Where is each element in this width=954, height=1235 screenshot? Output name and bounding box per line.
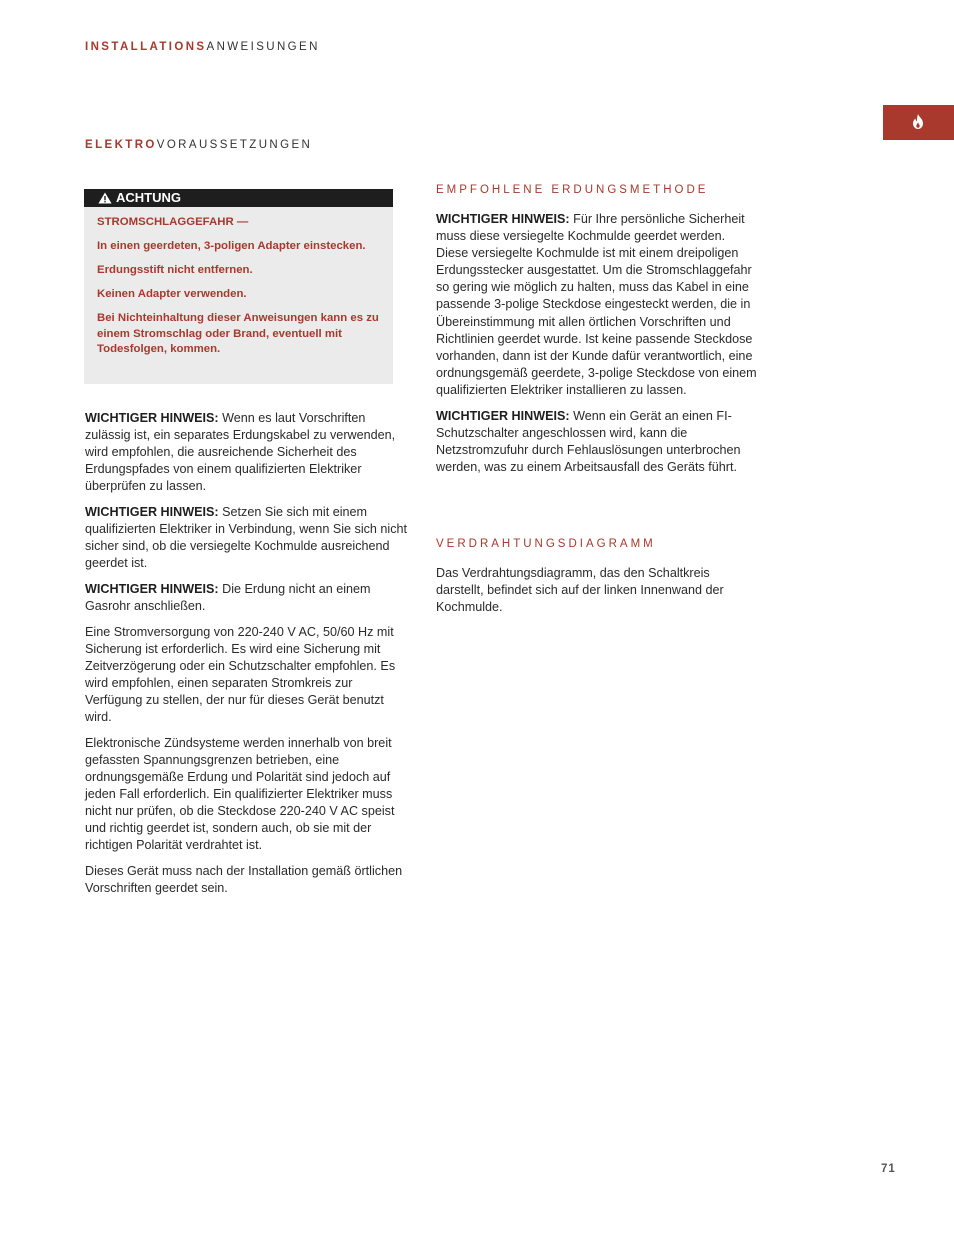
paragraph-text: Setzen Sie sich mit einem qualifizierten Elektriker in Verbindung, wenn Sie sich nicht sicher sind, ob die versiegelte Kochmulde ausreichend geerdet ist. bbox=[85, 504, 408, 571]
paragraph bbox=[85, 504, 407, 572]
subsection-header-rest: VORAUSSETZUNGEN bbox=[156, 139, 313, 151]
paragraph bbox=[436, 211, 758, 399]
paragraph bbox=[85, 410, 407, 495]
warning-label: ACHTUNG bbox=[116, 190, 181, 205]
notice-label: WICHTIGER HINWEIS: bbox=[85, 504, 219, 519]
notice-label: WICHTIGER HINWEIS: bbox=[85, 581, 219, 596]
paragraph bbox=[85, 624, 407, 727]
paragraph-text: Elektronische Zündsysteme werden innerhalb von breit gefassten Spannungsgrenzen betrieben, eine ordnungsgemäße Erdung und Polarität sind jedoch auf jeden Fall erforderlich. Ein qualifizierter Elektriker muss nicht nur prüfen, ob die Steckdose 220-240 V AC speist und richtig geerdet ist, sondern auch, ob sie mit der richtigen Polarität verdrahtet ist. bbox=[85, 735, 395, 853]
right-column-bottom bbox=[436, 565, 736, 625]
section-header-bold: INSTALLATIONS bbox=[85, 41, 207, 53]
subsection-header-bold: ELEKTRO bbox=[85, 139, 157, 151]
paragraph: Das Verdrahtungsdiagramm, das den Schaltkreis darstellt, befindet sich auf der linken Innenwand der Kochmulde. bbox=[436, 566, 724, 615]
paragraph-text: Wenn ein Gerät an einen FI-Schutzschalter angeschlossen wird, kann die Netzstromzufuhr durch Fehlauslösungen unterbrochen werden, was zu einem Arbeitsausfall des Geräts führt. bbox=[436, 408, 741, 474]
warning-line: Bei Nichteinhaltung dieser Anweisungen kann es zu einem Stromschlag oder Brand, eventuell mit Todesfolgen, kommen. bbox=[97, 311, 379, 356]
flame-icon bbox=[912, 114, 924, 129]
paragraph-text: Eine Stromversorgung von 220-240 V AC, 50/60 Hz mit Sicherung ist erforderlich. Es wird eine Sicherung mit Zeitverzögerung oder ein Schutzschalter empfohlen. Es wird empfohlen, einen separaten Stromkreis zur Verfügung zu stellen, der nur für dieses Gerät benutzt wird. bbox=[85, 624, 396, 724]
page-number: 71 bbox=[881, 1163, 896, 1175]
section-header bbox=[85, 41, 320, 53]
notice-label: WICHTIGER HINWEIS: bbox=[436, 212, 570, 226]
warning-bar bbox=[84, 189, 393, 207]
chapter-tab bbox=[883, 105, 954, 140]
paragraph-text: Dieses Gerät muss nach der Installation gemäß örtlichen Vorschriften geerdet sein. bbox=[85, 863, 403, 895]
section-header-rest: ANWEISUNGEN bbox=[206, 41, 320, 53]
notice-label: WICHTIGER HINWEIS: bbox=[85, 411, 219, 425]
warning-line: Erdungsstift nicht entfernen. bbox=[97, 263, 253, 276]
heading-grounding-method: EMPFOHLENE ERDUNGSMETHODE bbox=[436, 184, 709, 196]
warning-line: Keinen Adapter verwenden. bbox=[97, 287, 247, 300]
notice-label: WICHTIGER HINWEIS: bbox=[436, 408, 570, 423]
paragraph bbox=[85, 863, 407, 897]
warning-line: In einen geerdeten, 3-poligen Adapter einstecken. bbox=[97, 239, 366, 252]
paragraph bbox=[436, 408, 758, 476]
warning-line: STROMSCHLAGGEFAHR — bbox=[97, 216, 249, 228]
warning-triangle-icon bbox=[98, 192, 112, 204]
subsection-header bbox=[85, 139, 312, 151]
left-column bbox=[85, 410, 407, 905]
paragraph-text: Wenn es laut Vorschriften zulässig ist, ein separates Erdungskabel zu verwenden, wird empfohlen, die ausreichende Sicherheit des Erdungspfades von einem qualifizierten Elektriker überprüfen zu lassen. bbox=[85, 411, 396, 494]
warning-body bbox=[84, 207, 393, 358]
paragraph-text: Die Erdung nicht an einem Gasrohr anschließen. bbox=[85, 581, 371, 613]
paragraph bbox=[85, 581, 407, 615]
paragraph bbox=[85, 735, 407, 855]
right-column-top bbox=[436, 211, 758, 484]
warning-box bbox=[84, 189, 393, 384]
paragraph-text: Für Ihre persönliche Sicherheit muss diese versiegelte Kochmulde geerdet werden. Diese versiegelte Kochmulde ist mit einem dreipoligen Erdungsstecker ausgestattet. Um die Stromschlaggefahr so gering wie möglich zu halten, muss das Kabel in eine passende 3-polige Steckdose eingesteckt werden, die in Übereinstimmung mit allen örtlichen Vorschriften und Richtlinien geerdet wurde. Ist keine passende Steckdose vorhanden, dann ist der Kunde dafür verantwortlich, eine ordnungsgemäß geerdete, 3-polige Steckdose von einem qualifizierten Elektriker installieren zu lassen. bbox=[436, 212, 757, 397]
heading-wiring-diagram: VERDRAHTUNGSDIAGRAMM bbox=[436, 538, 656, 550]
